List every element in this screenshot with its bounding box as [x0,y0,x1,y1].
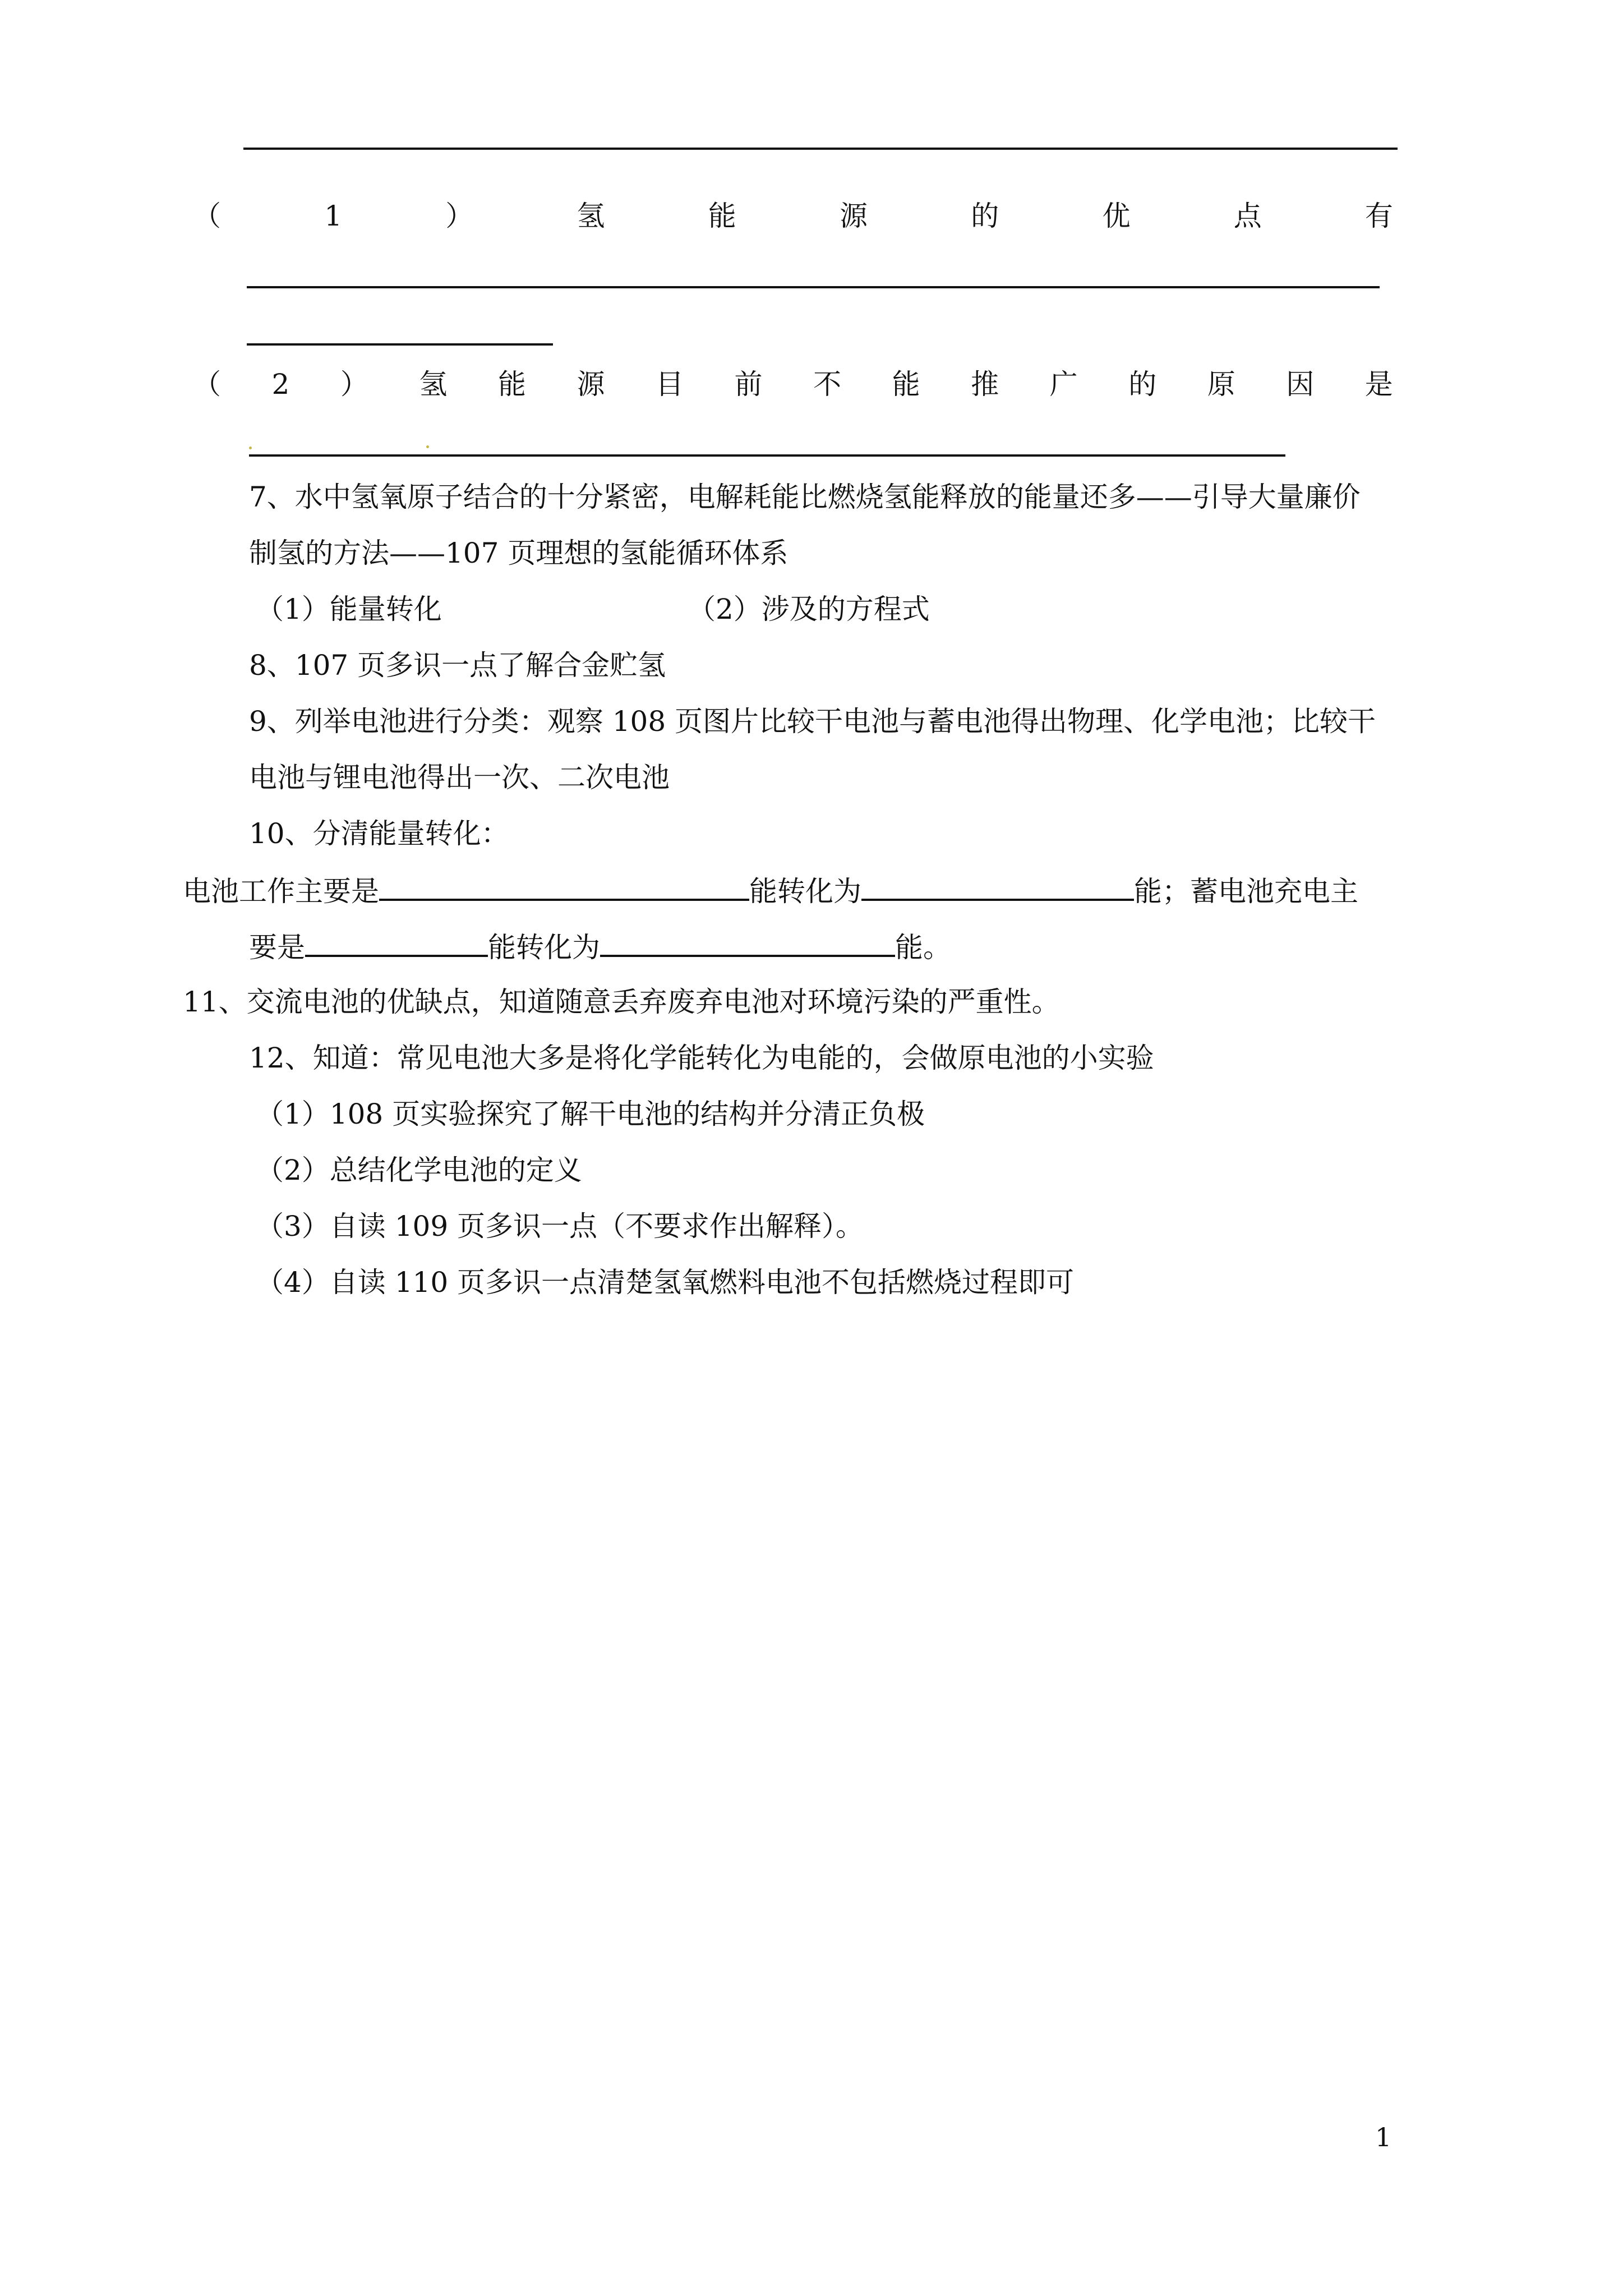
item-10-text-d: 要是 [249,931,305,964]
question-char: 有 [1364,200,1393,232]
question-char: ） [340,368,368,401]
answer-line-q1-a [247,286,1380,288]
item-8: 8、107 页多识一点了解合金贮氢 [249,649,666,682]
answer-line-q1-b [247,343,553,346]
question-char: 1 [324,200,343,232]
item-12-sub-4: （4）自读 110 页多识一点清楚氢氧燃料电池不包括燃烧过程即可 [256,1266,1075,1299]
blank-field[interactable] [305,929,488,957]
item-9-line-2: 电池与锂电池得出一次、二次电池 [249,761,670,794]
question-char: 点 [1233,200,1262,232]
question-char: 2 [271,368,290,401]
page-number: 1 [1375,2122,1392,2152]
item-12-sub-2: （2）总结化学电池的定义 [256,1154,582,1186]
question-char: 原 [1207,368,1235,401]
item-10-text-f: 能。 [895,931,951,964]
question-char: 的 [1128,368,1157,401]
item-12-heading: 12、知道：常见电池大多是将化学能转化为电能的，会做原电池的小实验 [249,1042,1154,1074]
item-10-line-1 [183,873,1358,908]
answer-line-top [243,148,1398,150]
question-char: 是 [1364,368,1393,401]
question-hydrogen-advantages [193,199,1393,233]
question-char: 因 [1286,368,1315,401]
item-10-text-b: 能转化为 [749,875,861,908]
item-7-line-2: 制氢的方法——107 页理想的氢能循环体系 [249,537,789,569]
ink-speck [249,447,252,449]
item-10-heading: 10、分清能量转化： [249,817,509,850]
question-char: 源 [839,200,868,232]
question-char: 氢 [419,368,448,401]
question-char: 能 [497,368,526,401]
question-char: 广 [1049,368,1078,401]
item-7-sub-2: （2）涉及的方程式 [688,593,930,625]
question-char: （ [193,368,221,401]
question-char: 不 [813,368,842,401]
question-char: 优 [1102,200,1131,232]
question-char: 能 [892,368,920,401]
blank-field[interactable] [861,873,1134,901]
item-11: 11、交流电池的优缺点，知道随意丢弃废弃电池对环境污染的严重性。 [183,986,1060,1018]
item-10-text-a: 电池工作主要是 [183,875,379,908]
question-char: 能 [708,200,736,232]
item-7-line-1: 7、水中氢氧原子结合的十分紧密，电解耗能比燃烧氢能释放的能量还多——引导大量廉价 [249,481,1361,513]
question-hydrogen-obstacles [193,367,1393,401]
blank-field[interactable] [379,873,749,901]
item-7-sub-1: （1）能量转化 [256,593,442,625]
item-12-sub-1: （1）108 页实验探究了解干电池的结构并分清正负极 [256,1098,925,1130]
question-char: ） [445,200,474,232]
question-char: （ [193,200,221,232]
item-10-text-e: 能转化为 [488,931,600,964]
item-9-line-1: 9、列举电池进行分类：观察 108 页图片比较干电池与蓄电池得出物理、化学电池；比较干 [249,705,1376,738]
question-char: 前 [734,368,763,401]
question-char: 的 [971,200,999,232]
blank-field[interactable] [600,929,895,957]
item-10-text-c: 能；蓄电池充电主 [1134,875,1358,908]
item-10-line-2 [249,929,951,964]
item-12-sub-3: （3）自读 109 页多识一点（不要求作出解释）。 [256,1210,864,1243]
answer-line-q2 [249,454,1285,457]
ink-speck [426,445,429,448]
question-char: 氢 [577,200,605,232]
question-char: 目 [656,368,684,401]
question-char: 推 [971,368,999,401]
question-char: 源 [577,368,605,401]
